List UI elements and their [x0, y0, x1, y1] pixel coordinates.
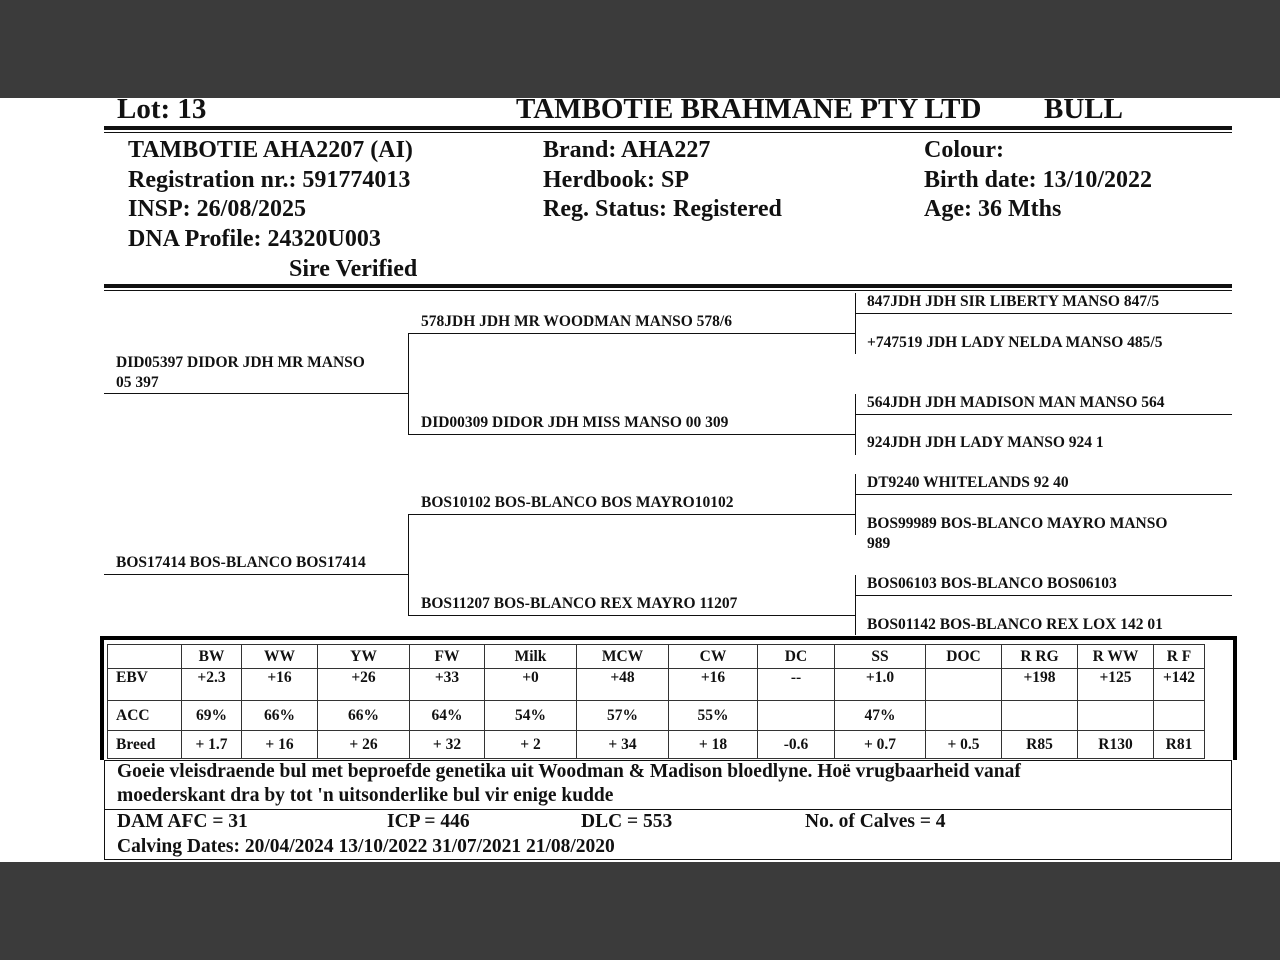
- sire-name: DID05397 DIDOR JDH MR MANSO: [116, 354, 365, 371]
- connector: [855, 293, 856, 354]
- table-header: DOC: [926, 645, 1002, 669]
- row-label: ACC: [108, 701, 182, 731]
- connector: [855, 575, 856, 635]
- table-cell: [926, 701, 1002, 731]
- sire-dam-line: [408, 434, 855, 435]
- birth-date: Birth date: 13/10/2022: [924, 167, 1152, 193]
- ggp-name: BOS06103 BOS-BLANCO BOS06103: [867, 575, 1117, 592]
- table-cell: +0: [485, 669, 577, 701]
- animal-name: TAMBOTIE AHA2207 (AI): [128, 137, 413, 163]
- ebv-table: [107, 644, 1205, 759]
- table-header: WW: [242, 645, 318, 669]
- table-cell: + 2: [485, 731, 577, 759]
- row-label: Breed: [108, 731, 182, 759]
- table-cell: + 0.5: [926, 731, 1002, 759]
- connector: [408, 514, 409, 615]
- table-header: R RG: [1002, 645, 1078, 669]
- herdbook: Herdbook: SP: [543, 167, 690, 193]
- ggp-line: [855, 414, 1232, 415]
- dam-dam-name: BOS11207 BOS-BLANCO REX MAYRO 11207: [421, 595, 738, 612]
- info-rule-thin: [104, 290, 1232, 291]
- age: Age: 36 Mths: [924, 196, 1062, 222]
- ggp-name: +747519 JDH LADY NELDA MANSO 485/5: [867, 334, 1163, 351]
- table-cell: R81: [1154, 731, 1205, 759]
- table-cell: 66%: [242, 701, 318, 731]
- comment-line-2: moederskant dra by tot 'n uitsonderlike bul vir enige kudde: [117, 785, 614, 806]
- table-header: [108, 645, 182, 669]
- table-cell: + 32: [410, 731, 485, 759]
- ggp-name-cont: 989: [867, 535, 891, 552]
- table-header: Milk: [485, 645, 577, 669]
- ggp-line: [855, 595, 1232, 596]
- table-cell: 54%: [485, 701, 577, 731]
- table-cell: +16: [669, 669, 758, 701]
- sire-sire-line: [408, 333, 855, 334]
- dam-afc: DAM AFC = 31: [117, 811, 248, 832]
- lot-number: Lot: 13: [117, 93, 207, 125]
- table-cell: + 1.7: [182, 731, 242, 759]
- connector: [855, 474, 856, 535]
- notes-box: [104, 760, 1232, 860]
- table-header: DC: [758, 645, 835, 669]
- sire-name-cont: 05 397: [116, 374, 159, 391]
- table-cell: + 16: [242, 731, 318, 759]
- sire-dam-name: DID00309 DIDOR JDH MISS MANSO 00 309: [421, 414, 729, 431]
- ebv-header-row: [108, 645, 1205, 669]
- breeder-name: TAMBOTIE BRAHMANE PTY LTD: [516, 93, 982, 125]
- table-cell: -0.6: [758, 731, 835, 759]
- colour: Colour:: [924, 137, 1004, 163]
- brand: Brand: AHA227: [543, 137, 711, 163]
- table-row: [108, 701, 1205, 731]
- table-header: BW: [182, 645, 242, 669]
- ggp-line: [855, 494, 1232, 495]
- calving-dates: Calving Dates: 20/04/2024 13/10/2022 31/07/2021 21/08/2020: [117, 836, 615, 857]
- table-cell: 64%: [410, 701, 485, 731]
- ggp-name: 564JDH JDH MADISON MAN MANSO 564: [867, 394, 1165, 411]
- dam-calves: No. of Calves = 4: [805, 811, 946, 832]
- table-cell: + 18: [669, 731, 758, 759]
- table-cell: +33: [410, 669, 485, 701]
- table-cell: 47%: [835, 701, 926, 731]
- connector: [408, 333, 409, 434]
- ggp-name: 924JDH JDH LADY MANSO 924 1: [867, 434, 1104, 451]
- ggp-line: [855, 313, 1232, 314]
- table-cell: [926, 669, 1002, 701]
- table-cell: +1.0: [835, 669, 926, 701]
- sire-verified: Sire Verified: [289, 256, 418, 282]
- table-cell: +26: [318, 669, 410, 701]
- ggp-name: DT9240 WHITELANDS 92 40: [867, 474, 1069, 491]
- header-rule-thin: [104, 132, 1232, 133]
- comment-line-1: Goeie vleisdraende bul met beproefde genetika uit Woodman & Madison bloedlyne. Hoë vrugbaarheid vanaf: [117, 761, 1021, 782]
- table-cell: +16: [242, 669, 318, 701]
- table-cell: [1078, 701, 1154, 731]
- table-cell: [1154, 701, 1205, 731]
- dam-line: [104, 574, 409, 575]
- table-header: R WW: [1078, 645, 1154, 669]
- info-rule: [104, 284, 1232, 288]
- sale-catalogue-page: [0, 93, 1280, 862]
- dam-icp: ICP = 446: [387, 811, 470, 832]
- notes-divider: [105, 809, 1231, 810]
- table-header: MCW: [577, 645, 669, 669]
- connector: [855, 394, 856, 455]
- table-cell: + 26: [318, 731, 410, 759]
- table-cell: R130: [1078, 731, 1154, 759]
- dam-sire-name: BOS10102 BOS-BLANCO BOS MAYRO10102: [421, 494, 734, 511]
- table-cell: + 34: [577, 731, 669, 759]
- ggp-name: BOS99989 BOS-BLANCO MAYRO MANSO: [867, 515, 1168, 532]
- row-label: EBV: [108, 669, 182, 701]
- registration-status: Reg. Status: Registered: [543, 196, 782, 222]
- table-header: YW: [318, 645, 410, 669]
- table-row: [108, 731, 1205, 759]
- registration-number: Registration nr.: 591774013: [128, 167, 411, 193]
- table-cell: + 0.7: [835, 731, 926, 759]
- table-cell: +142: [1154, 669, 1205, 701]
- dam-name: BOS17414 BOS-BLANCO BOS17414: [116, 554, 366, 571]
- sire-sire-name: 578JDH JDH MR WOODMAN MANSO 578/6: [421, 313, 732, 330]
- table-cell: R85: [1002, 731, 1078, 759]
- dam-dlc: DLC = 553: [581, 811, 673, 832]
- header-rule: [104, 126, 1232, 130]
- dam-sire-line: [408, 514, 855, 515]
- table-cell: +48: [577, 669, 669, 701]
- table-cell: 55%: [669, 701, 758, 731]
- dam-dam-line: [408, 615, 855, 616]
- table-cell: [758, 701, 835, 731]
- sex-label: BULL: [1044, 93, 1123, 125]
- table-cell: +2.3: [182, 669, 242, 701]
- table-header: SS: [835, 645, 926, 669]
- table-cell: --: [758, 669, 835, 701]
- table-header: CW: [669, 645, 758, 669]
- table-row: [108, 669, 1205, 701]
- table-header: R F: [1154, 645, 1205, 669]
- ggp-name: 847JDH JDH SIR LIBERTY MANSO 847/5: [867, 293, 1160, 310]
- table-cell: 57%: [577, 701, 669, 731]
- table-cell: [1002, 701, 1078, 731]
- sire-line: [104, 393, 409, 394]
- dna-profile: DNA Profile: 24320U003: [128, 226, 381, 252]
- table-cell: 69%: [182, 701, 242, 731]
- ggp-name: BOS01142 BOS-BLANCO REX LOX 142 01: [867, 616, 1163, 633]
- insp-date: INSP: 26/08/2025: [128, 196, 307, 222]
- table-cell: +198: [1002, 669, 1078, 701]
- table-header: FW: [410, 645, 485, 669]
- table-cell: +125: [1078, 669, 1154, 701]
- table-cell: 66%: [318, 701, 410, 731]
